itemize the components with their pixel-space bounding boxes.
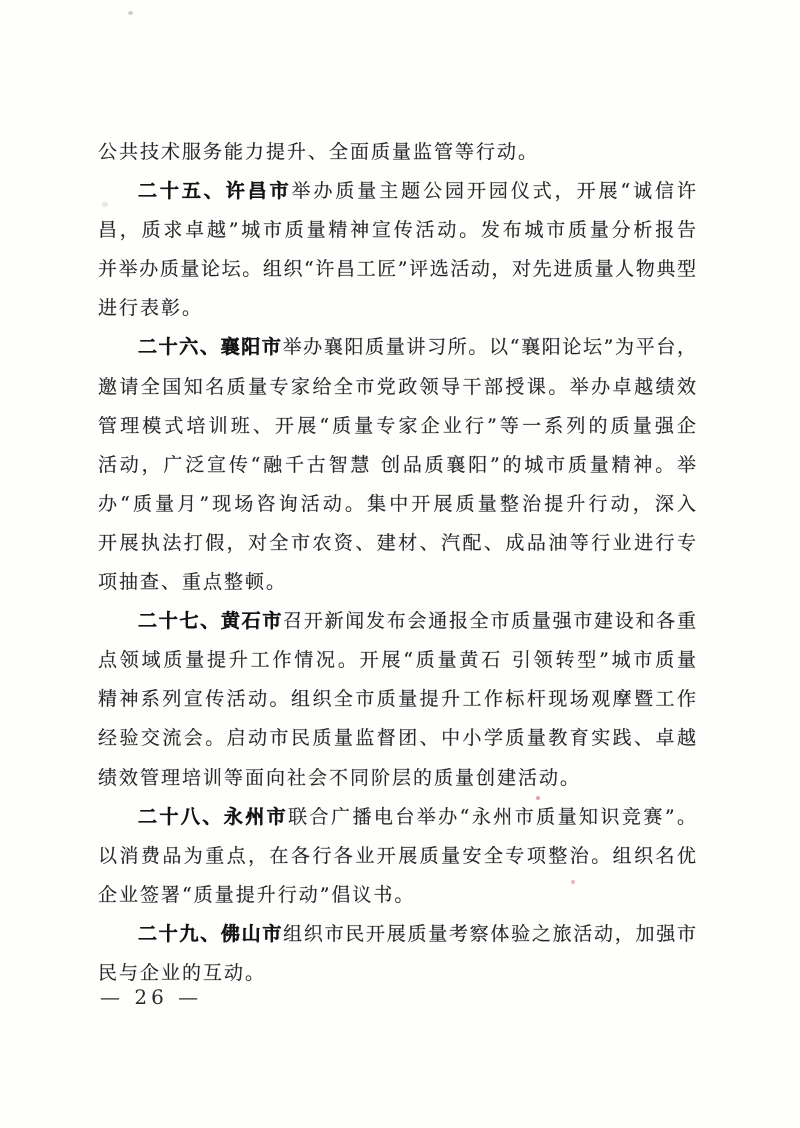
text-line [98,602,696,641]
line-text: 活动，广泛宣传“融千古智慧 创品质襄阳”的城市质量精神。举 [98,453,696,476]
text-line [98,133,696,172]
text-line [98,641,696,680]
line-text: 进行表彰。 [98,297,204,320]
line-text: 绩效管理培训等面向社会不同阶层的质量创建活动。 [98,766,582,789]
text-line [98,172,696,211]
document-text-block [98,133,696,993]
text-line [98,876,696,915]
text-line [98,759,696,798]
text-line [98,524,696,563]
section-heading: 二十六、襄阳市 [138,336,283,359]
text-line [98,446,696,485]
line-text: 办“质量月”现场咨询活动。集中开展质量整治提升行动，深入 [98,492,696,515]
line-text: 举办质量主题公园开园仪式，开展“诚信许 [291,180,696,203]
line-text: 经验交流会。启动市民质量监督团、中小学质量教育实践、卓越 [98,727,696,750]
text-line [98,211,696,250]
page-number: — 26 — [100,985,203,1009]
line-text: 管理模式培训班、开展“质量专家企业行”等一系列的质量强企 [98,414,696,437]
text-line [98,250,696,289]
line-text: 召开新闻发布会通报全市质量强市建设和各重 [283,610,696,633]
line-text: 点领域质量提升工作情况。开展“质量黄石 引领转型”城市质量 [98,649,696,672]
line-text: 邀请全国知名质量专家给全市党政领导干部授课。举办卓越绩效 [98,375,696,398]
text-line [98,368,696,407]
scan-speck [102,202,108,207]
line-text: 联合广播电台举办“永州市质量知识竞赛”。 [288,805,696,828]
text-line [98,915,696,954]
scan-speck [536,796,540,800]
line-text: 并举办质量论坛。组织“许昌工匠”评选活动，对先进质量人物典型 [98,258,696,281]
line-text: 开展执法打假，对全市农资、建材、汽配、成品油等行业进行专 [98,531,696,554]
line-text: 公共技术服务能力提升、全面质量监管等行动。 [98,141,540,163]
text-line [98,837,696,876]
line-text: 昌，质求卓越”城市质量精神宣传活动。发布城市质量分析报告 [98,219,696,242]
text-line [98,485,696,524]
section-heading: 二十八、永州市 [138,805,289,828]
text-line [98,680,696,719]
scan-speck [128,11,133,15]
text-line [98,798,696,837]
text-line [98,563,696,602]
text-line [98,289,696,328]
text-line [98,719,696,758]
line-text: 举办襄阳质量讲习所。以“襄阳论坛”为平台， [282,336,696,359]
scan-speck [571,880,575,884]
line-text: 以消费品为重点，在各行各业开展质量安全专项整治。组织名优 [98,844,696,867]
section-heading: 二十七、黄石市 [138,610,284,633]
text-line [98,407,696,446]
text-line [98,328,696,367]
line-text: 项抽查、重点整顿。 [98,571,288,594]
section-heading: 二十九、佛山市 [138,922,284,945]
line-text: 民与企业的互动。 [98,961,267,984]
line-text: 组织市民开展质量考察体验之旅活动，加强市 [283,922,696,945]
section-heading: 二十五、许昌市 [138,180,292,203]
line-text: 企业签署“质量提升行动”倡议书。 [98,883,416,906]
line-text: 精神系列宣传活动。组织全市质量提升工作标杆现场观摩暨工作 [98,688,696,711]
